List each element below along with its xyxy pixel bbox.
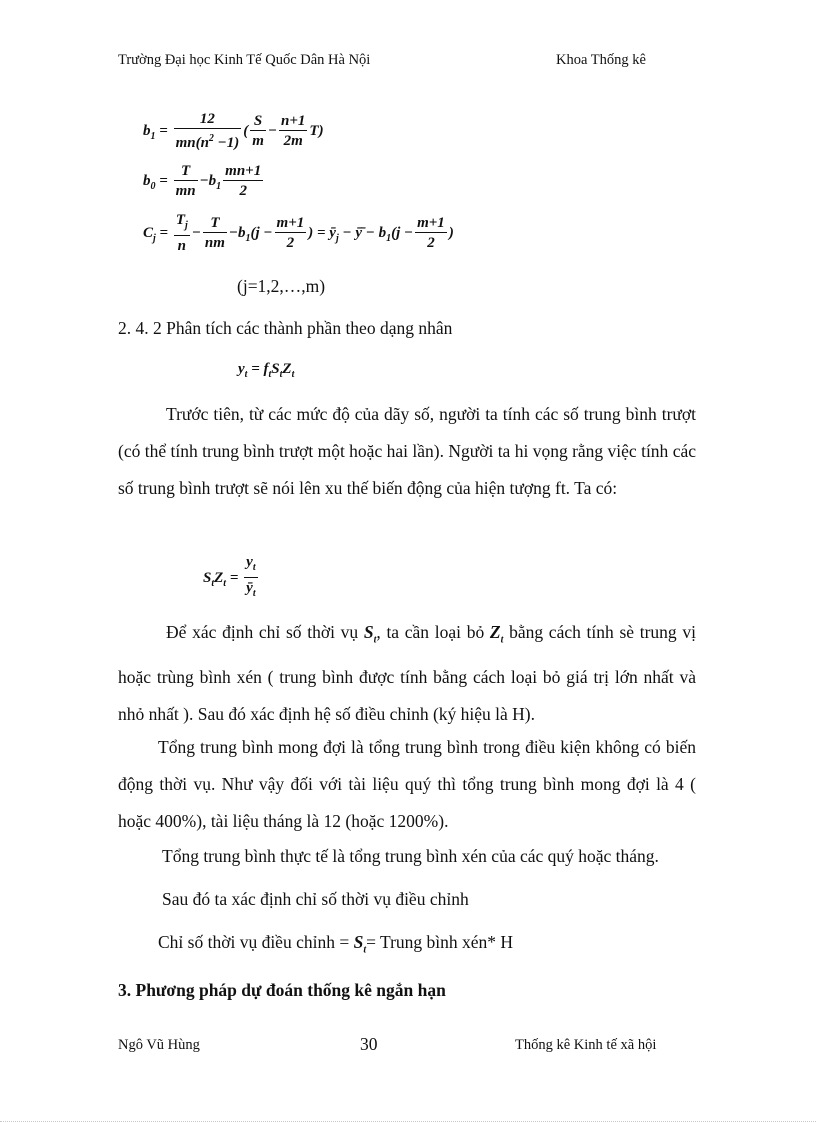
- footer-author: Ngô Vũ Hùng: [118, 1037, 200, 1053]
- formula-b1: $b_1$ = $\frac{12}{mn(n^2 -1)}$ ( $\frac{S}{m}$ − $\frac{n+1}{2m}$ T): [143, 111, 324, 151]
- section-heading-2-4-2: 2. 4. 2 Phân tích các thành phần theo dạng nhân: [118, 318, 453, 338]
- page-bottom-divider: [0, 1121, 816, 1122]
- formula-b0: $b_0$ = $\frac{T}{mn}$ $-b_1$ $\frac{mn+1}{2}$: [143, 163, 262, 199]
- range-note: (j=1,2,…,m): [237, 276, 326, 296]
- paragraph-adjust-intro: Sau đó ta xác định chỉ số thời vụ điều chỉnh: [162, 889, 469, 909]
- formula-seasonal-irregular: $S_tZ_t$ = $\frac{y_t}{ȳ_t}$: [203, 554, 256, 599]
- section-heading-3: 3. Phương pháp dự đoán thống kê ngắn hạn: [118, 980, 446, 1000]
- paragraph-moving-average: Trước tiên, từ các mức độ của dãy số, người ta tính các số trung bình trượt (có thể tính trung bình trượt một hoặc hai lần). Người ta hi vọng rằng việc tính các số trung bình trượt sẽ nói lên xu thế biến động của hiện tượng ft. Ta có:: [118, 404, 696, 498]
- header-left: Trường Đại học Kinh Tế Quốc Dân Hà Nội: [118, 52, 371, 68]
- footer-right: Thống kê Kinh tế xã hội: [515, 1037, 657, 1053]
- paragraph-actual-total: Tổng trung bình thực tế là tổng trung bình xén của các quý hoặc tháng.: [162, 846, 659, 866]
- formula-cj: $C_j$ = $\frac{T_j}{n}$ − $\frac{T}{nm}$ $-b_1(j$ − $\frac{m+1}{2}$ ) = $ȳ_j$ − ȳ̄ − $b_1(j$ − $\frac{m+1}{2}$ ): [143, 212, 454, 254]
- paragraph-seasonal-index: Để xác định chỉ số thời vụ $S_t$, ta cần loại bỏ $Z_t$ bằng cách tính sè trung vị hoặc trùng bình xén ( trung bình được tính bằng cách loại bỏ giá trị lớn nhất và nhỏ nhất ). Sau đó xác định hệ số điều chỉnh (ký hiệu là H).: [118, 622, 696, 724]
- header-right: Khoa Thống kê: [556, 52, 646, 68]
- paragraph-expected-total: Tổng trung bình mong đợi là tổng trung bình trong điều kiện không có biến động thời vụ. Như vậy đối với tài liệu quý thì tổng trung bình mong đợi là 4 ( hoặc 400%), tài liệu tháng là 12 (hoặc 1200%).: [118, 737, 696, 831]
- formula-multiplicative: $y_t = f_tS_tZ_t$: [238, 361, 295, 380]
- paragraph-adjusted-index: Chỉ số thời vụ điều chỉnh = $S_t=$ Trung bình xén* H: [158, 932, 514, 956]
- page-number: 30: [360, 1034, 378, 1054]
